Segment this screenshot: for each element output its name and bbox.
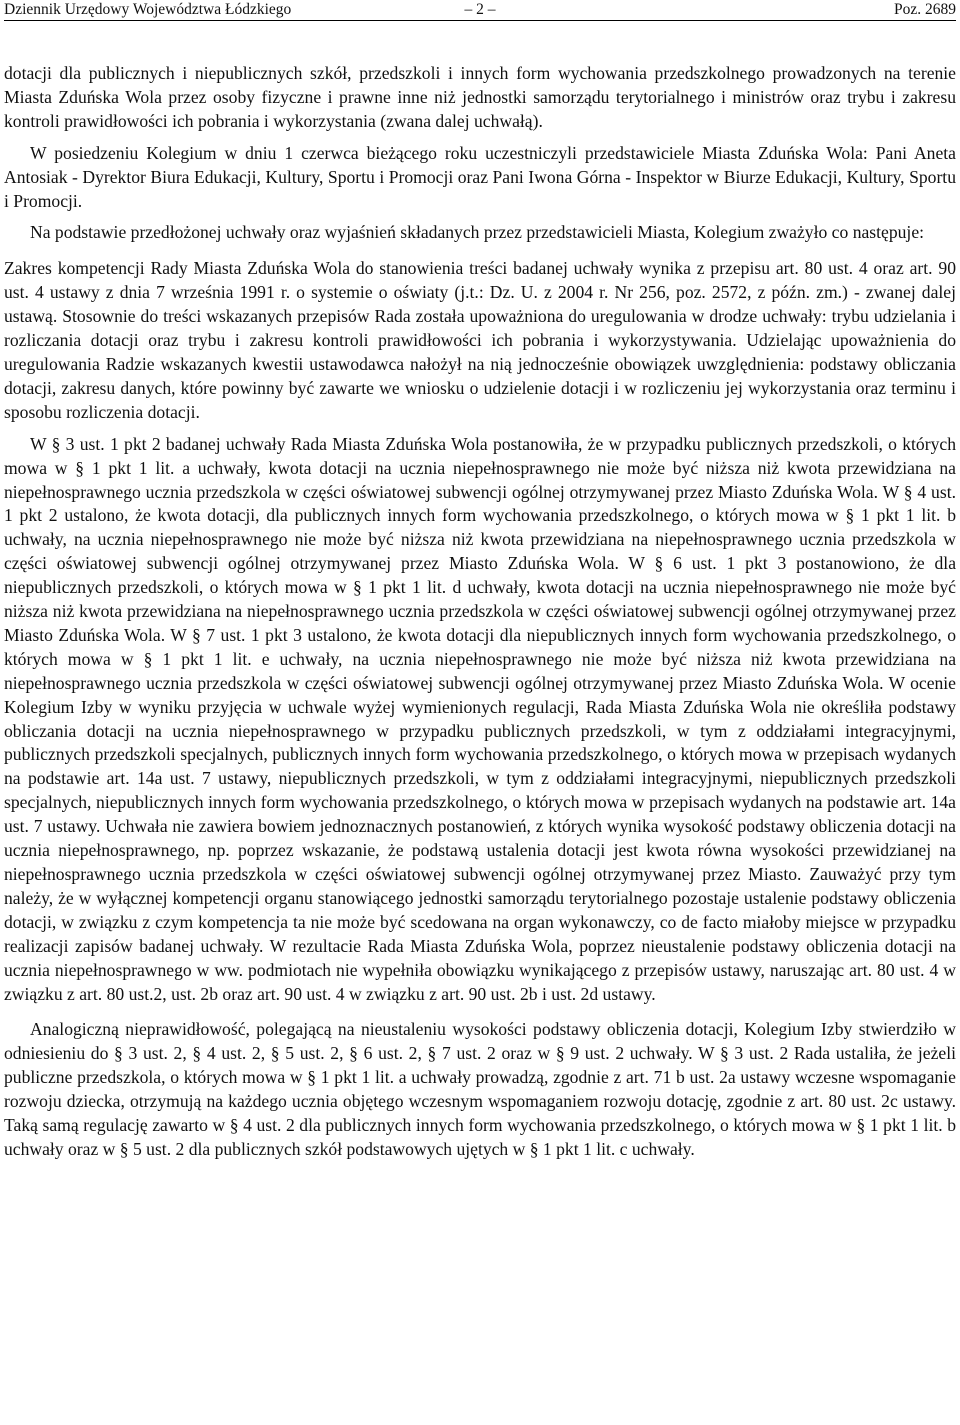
document-body [4, 62, 956, 1162]
position-number: Poz. 2689 [894, 1, 956, 18]
page-number: – 2 – [464, 1, 496, 18]
paragraph-meeting: W posiedzeniu Kolegium w dniu 1 czerwca bieżącego roku uczestniczyli przedstawiciele Miasta Zduńska Wola: Pani Aneta Antosiak - Dyrektor Biura Edukacji, Kultury, Sportu i Promocji oraz Pani Iwona Górna - Inspektor w Biurze Edukacji, Kultury, Sportu i Promocji. [4, 142, 956, 211]
paragraph-findings: W § 3 ust. 1 pkt 2 badanej uchwały Rada Miasta Zduńska Wola postanowiła, że w przypadku publicznych przedszkoli, o których mowa w § 1 pkt 1 lit. a uchwały, kwota dotacji na ucznia niepełnosprawnego nie może być niższa niż kwota przewidziana na niepełnosprawnego ucznia przedszkola w części oświatowej subwencji ogólnej otrzymywanej przez Miasto Zduńska Wola. W § 4 ust. 1 pkt 2 ustalono, że kwota dotacji, dla publicznych innych form wychowania przedszkolnego, o których mowa w § 1 pkt 1 lit. b uchwały, na ucznia niepełnosprawnego nie może być niższa niż kwota przewidziana na niepełnosprawnego ucznia przedszkola w części oświatowej subwencji ogólnej otrzymywanej przez Miasto Zduńska Wola. W § 6 ust. 1 pkt 3 postanowiono, że dla niepublicznych przedszkoli, o których mowa w § 1 pkt 1 lit. d uchwały, kwota dotacji na ucznia niepełnosprawnego nie może być niższa niż kwota przewidziana na niepełnosprawnego ucznia przedszkola w części oświatowej subwencji ogólnej otrzymywanej przez Miasto Zduńska Wola. W § 7 ust. 1 pkt 3 ustalono, że kwota dotacji dla niepublicznych innych form wychowania przedszkolnego, o których mowa w § 1 pkt 1 lit. e uchwały, na ucznia niepełnosprawnego nie może być niższa niż kwota przewidziana na niepełnosprawnego ucznia przedszkola w części oświatowej subwencji ogólnej otrzymywanej przez Miasto Zduńska Wola. W ocenie Kolegium Izby w wyniku przyjęcia w uchwale wyżej wymienionych regulacji, Rada Miasta Zduńska Wola nie określiła podstawy obliczania dotacji na ucznia niepełnosprawnego w przypadku publicznych przedszkoli, w tym z oddziałami integracyjnymi, publicznych przedszkoli specjalnych, publicznych innych form wychowania przedszkolnego, o których mowa w przepisach wydanych na podstawie art. 14a ust. 7 ustawy, niepublicznych przedszkoli, w tym z oddziałami integracyjnymi, niepublicznych przedszkoli specjalnych, niepublicznych innych form wychowania przedszkolnego, o których mowa w przepisach wydanych na podstawie art. 14a ust. 7 ustawy. Uchwała nie zawiera bowiem jednoznacznych postanowień, z których wynika wysokość podstawy obliczenia dotacji na ucznia niepełnosprawnego, np. poprzez wskazanie, że podstawą ustalenia dotacji jest kwota równa wysokości przewidzianej na niepełnosprawnego ucznia przedszkola w części oświatowej subwencji ogólnej otrzymywanej przez Miasto. Zauważyć przy tym należy, że w wyłącznej kompetencji organu stanowiącego jednostki samorządu terytorialnego pozostaje ustalenie podstawy obliczenia dotacji, w związku z czym kompetencja ta nie może być scedowana na organ wykonawczy, co de facto miałoby miejsce w przypadku realizacji zapisów badanej uchwały. W rezultacie Rada Miasta Zduńska Wola, poprzez nieustalenie podstawy obliczenia dotacji na ucznia niepełnosprawnego w ww. podmiotach nie wypełniła obowiązku wynikającego z przepisów ustawy, naruszając art. 80 ust. 4 w związku z art. 80 ust.2, ust. 2b oraz art. 90 ust. 4 w związku z art. 90 ust. 2b i ust. 2d ustawy. [4, 433, 956, 1004]
paragraph-competence: Zakres kompetencji Rady Miasta Zduńska Wola do stanowienia treści badanej uchwały wynika z przepisu art. 80 ust. 4 oraz art. 90 ust. 4 ustawy z dnia 7 września 1991 r. o systemie o oświaty (j.t.: Dz. U. z 2004 r. Nr 256, poz. 2572, z późn. zm.) - zwanej dalej ustawą. Stosownie do treści wskazanych przepisów Rada została upoważniona do uregulowania w drodze uchwały: trybu udzielania i rozliczania dotacji oraz trybu i zakresu kontroli prawidłowości ich pobrania i wykorzystywania. Udzielając upoważnienia do uregulowania Radzie wskazanych kwestii ustawodawca nałożył na nią jednocześnie obowiązek uwzględnienia: podstawy obliczania dotacji, zakresu danych, które powinny być zawarte we wniosku o udzielenie dotacji i w rozliczeniu jej wykorzystania oraz terminu i sposobu rozliczenia dotacji. [4, 258, 956, 422]
paragraph-considerations: Na podstawie przedłożonej uchwały oraz wyjaśnień składanych przez przedstawicieli Miasta, Kolegium zważyło co następuje: [30, 222, 925, 243]
page-header [4, 0, 956, 21]
journal-title: Dziennik Urzędowy Województwa Łódzkiego [4, 1, 292, 18]
paragraph-analogous: Analogiczną nieprawidłowość, polegającą na nieustaleniu wysokości podstawy obliczenia dotacji, Kolegium Izby stwierdziło w odniesieniu do § 3 ust. 2, § 4 ust. 2, § 5 ust. 2, § 6 ust. 2, § 7 ust. 2 oraz w § 9 ust. 2 uchwały. W § 3 ust. 2 Rada ustaliła, że jeżeli publiczne przedszkola, o których mowa w § 1 pkt 1 lit. a uchwały prowadzą, zgodnie z art. 71 b ust. 2a ustawy wczesne wspomaganie rozwoju dziecka, otrzymują na każdego ucznia objętego wczesnym wspomaganiem rozwoju dotację, zgodnie z art. 80 ust. 2c ustawy. Taką samą regulację zawarto w § 4 ust. 2 dla publicznych innych form wychowania przedszkolnego, o których mowa w § 1 pkt 1 lit. b uchwały oraz w § 5 ust. 2 dla publicznych szkół podstawowych ujętych w § 1 pkt 1 lit. c uchwały. [4, 1019, 956, 1159]
paragraph-continuation: dotacji dla publicznych i niepublicznych szkół, przedszkoli i innych form wychowania przedszkolnego prowadzonych na terenie Miasta Zduńska Wola przez osoby fizyczne i prawne inne niż jednostki samorządu terytorialnego i ministrów oraz trybu i zakresu kontroli prawidłowości ich pobrania i wykorzystania (zwana dalej uchwałą). [4, 63, 956, 131]
